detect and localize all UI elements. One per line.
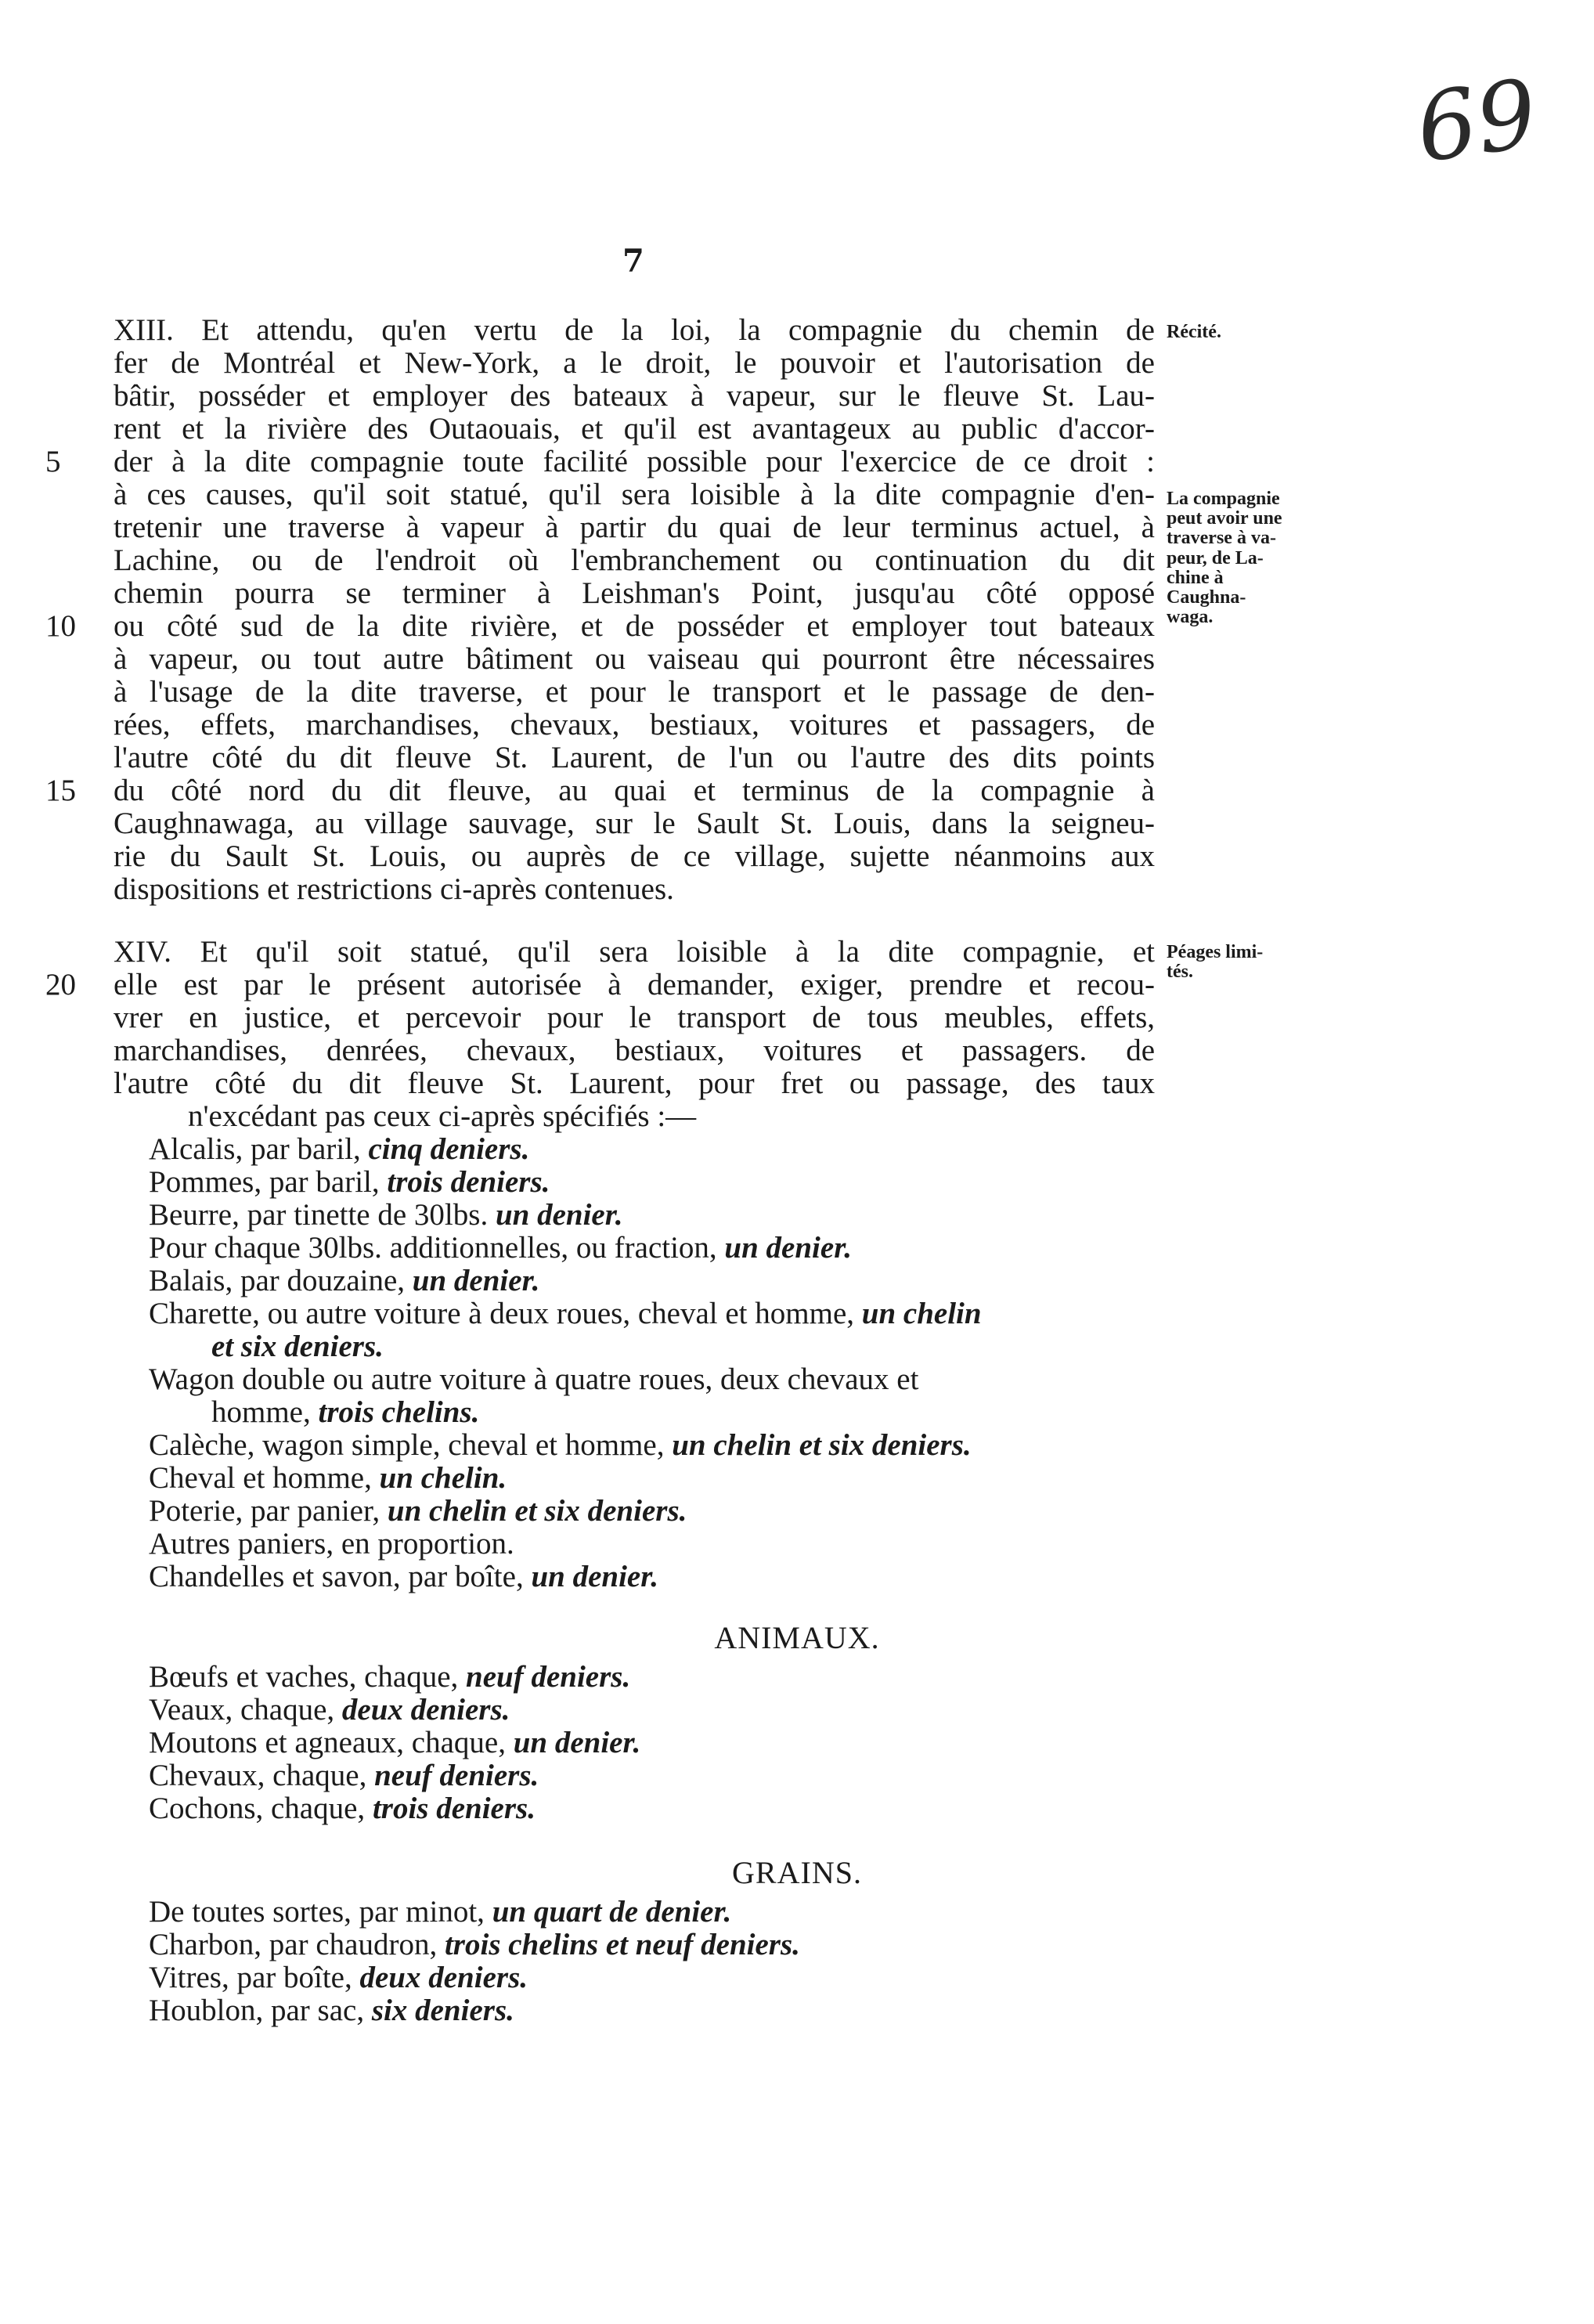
tariff-row-continued: et six deniers. bbox=[211, 1330, 384, 1363]
text-line: XIV. Et qu'il soit statué, qu'il sera loisible à la dite compagnie, et bbox=[114, 935, 1155, 969]
text-line: l'autre côté du dit fleuve St. Laurent, de l'un ou l'autre des dits points bbox=[114, 741, 1155, 774]
text-line: Caughnawaga, au village sauvage, sur le Sault St. Louis, dans la seigneu- bbox=[114, 807, 1155, 840]
text-line: XIII. Et attendu, qu'en vertu de la loi, la compagnie du chemin de bbox=[114, 313, 1155, 347]
tariff-row: De toutes sortes, par minot, un quart de denier. bbox=[149, 1895, 732, 1929]
tariff-row: Charette, ou autre voiture à deux roues, cheval et homme, un chelin bbox=[149, 1297, 982, 1330]
tariff-row: Chevaux, chaque, neuf deniers. bbox=[149, 1759, 539, 1792]
text-line: rées, effets, marchandises, chevaux, bestiaux, voitures et passagers, de bbox=[114, 708, 1155, 742]
text-line: chemin pourra se terminer à Leishman's Point, jusqu'au côté opposé bbox=[114, 576, 1155, 610]
line-number: 10 bbox=[45, 609, 76, 643]
tariff-row: Alcalis, par baril, cinq deniers. bbox=[149, 1132, 530, 1166]
tariff-row: Charbon, par chaudron, trois chelins et neuf deniers. bbox=[149, 1928, 800, 1961]
tariff-row: Wagon double ou autre voiture à quatre roues, deux chevaux et bbox=[149, 1362, 919, 1396]
margin-line: Péages limi- bbox=[1167, 942, 1264, 962]
margin-note-traverse bbox=[1167, 489, 1323, 627]
margin-line: traverse à va- bbox=[1167, 528, 1276, 549]
text-line: l'autre côté du dit fleuve St. Laurent, pour fret ou passage, des taux bbox=[114, 1066, 1155, 1100]
line-number: 15 bbox=[45, 774, 76, 807]
tariff-row: Chandelles et savon, par boîte, un denier. bbox=[149, 1560, 659, 1593]
text-line: der à la dite compagnie toute facilité possible pour l'exercice de ce droit : bbox=[114, 445, 1155, 478]
text-line: à l'usage de la dite traverse, et pour le transport et le passage de den- bbox=[114, 675, 1155, 709]
text-line: dispositions et restrictions ci-après contenues. bbox=[114, 872, 674, 906]
margin-line: peut avoir une bbox=[1167, 508, 1282, 529]
margin-note-recite: Récité. bbox=[1167, 322, 1221, 342]
margin-line: waga. bbox=[1167, 607, 1214, 628]
tariff-row: Bœufs et vaches, chaque, neuf deniers. bbox=[149, 1660, 631, 1694]
text-line: n'excédant pas ceux ci-après spécifiés :— bbox=[188, 1099, 697, 1133]
text-line: à ces causes, qu'il soit statué, qu'il sera loisible à la dite compagnie d'en- bbox=[114, 478, 1155, 511]
tariff-row-continued: homme, trois chelins. bbox=[211, 1395, 480, 1429]
tariff-row: Beurre, par tinette de 30lbs. un denier. bbox=[149, 1198, 623, 1232]
tariff-row: Cheval et homme, un chelin. bbox=[149, 1461, 507, 1495]
section-heading-grains: GRAINS. bbox=[732, 1855, 862, 1890]
text-line: à vapeur, ou tout autre bâtiment ou vaiseau qui pourront être nécessaires bbox=[114, 642, 1155, 676]
text-line: Lachine, ou de l'endroit où l'embranchement ou continuation du dit bbox=[114, 543, 1155, 577]
margin-line: peur, de La- bbox=[1167, 547, 1264, 568]
text-line: vrer en justice, et percevoir pour le transport de tous meubles, effets, bbox=[114, 1001, 1155, 1034]
margin-line: chine à bbox=[1167, 567, 1224, 588]
tariff-row: Vitres, par boîte, deux deniers. bbox=[149, 1961, 528, 1994]
tariff-row: Cochons, chaque, trois deniers. bbox=[149, 1792, 536, 1825]
text-line: rie du Sault St. Louis, ou auprès de ce village, sujette néanmoins aux bbox=[114, 839, 1155, 873]
page-number: 7 bbox=[622, 243, 644, 280]
margin-line: La compagnie bbox=[1167, 489, 1280, 509]
text-line: elle est par le présent autorisée à demander, exiger, prendre et recou- bbox=[114, 968, 1155, 1001]
text-line: bâtir, posséder et employer des bateaux à vapeur, sur le fleuve St. Lau- bbox=[114, 379, 1155, 413]
tariff-row: Autres paniers, en proportion. bbox=[149, 1527, 514, 1561]
text-line: tretenir une traverse à vapeur à partir du quai de leur terminus actuel, à bbox=[114, 511, 1155, 544]
text-line: rent et la rivière des Outaouais, et qu'il est avantageux au public d'accor- bbox=[114, 412, 1155, 446]
line-number: 20 bbox=[45, 968, 76, 1001]
tariff-row: Poterie, par panier, un chelin et six deniers. bbox=[149, 1494, 687, 1528]
handwritten-folio-number: 69 bbox=[1410, 60, 1544, 184]
tariff-row: Moutons et agneaux, chaque, un denier. bbox=[149, 1726, 641, 1759]
text-line: marchandises, denrées, chevaux, bestiaux, voitures et passagers. de bbox=[114, 1034, 1155, 1067]
margin-note-peages bbox=[1167, 943, 1323, 982]
tariff-row: Pommes, par baril, trois deniers. bbox=[149, 1165, 550, 1199]
text-line: ou côté sud de la dite rivière, et de posséder et employer tout bateaux bbox=[114, 609, 1155, 643]
text-line: du côté nord du dit fleuve, au quai et terminus de la compagnie à bbox=[114, 774, 1155, 807]
tariff-row: Balais, par douzaine, un denier. bbox=[149, 1264, 540, 1297]
tariff-row: Calèche, wagon simple, cheval et homme, un chelin et six deniers. bbox=[149, 1428, 972, 1462]
line-number: 5 bbox=[45, 445, 61, 478]
tariff-row: Veaux, chaque, deux deniers. bbox=[149, 1693, 510, 1727]
margin-line: Caughna- bbox=[1167, 586, 1246, 608]
section-heading-animaux: ANIMAUX. bbox=[714, 1620, 880, 1655]
tariff-row: Pour chaque 30lbs. additionnelles, ou fraction, un denier. bbox=[149, 1231, 852, 1265]
tariff-row: Houblon, par sac, six deniers. bbox=[149, 1994, 514, 2027]
margin-line: tés. bbox=[1167, 962, 1193, 983]
text-line: fer de Montréal et New-York, a le droit, le pouvoir et l'autorisation de bbox=[114, 346, 1155, 380]
